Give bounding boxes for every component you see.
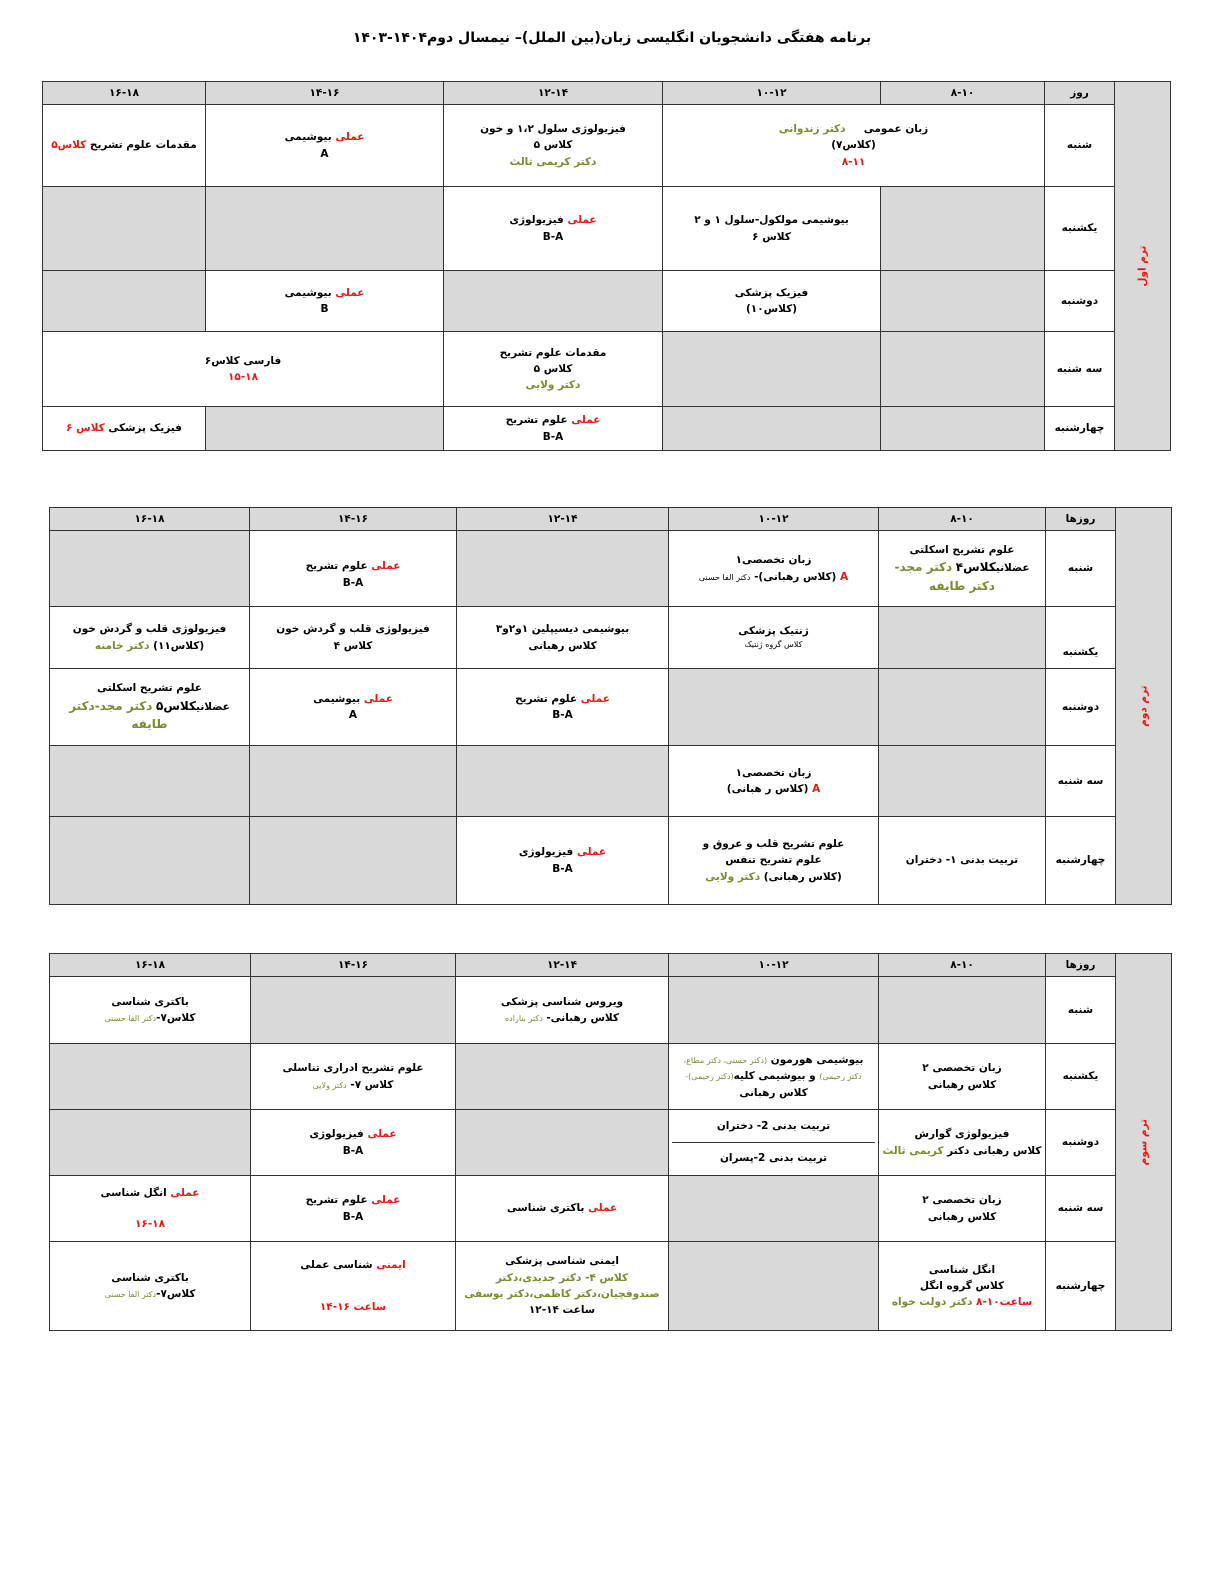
header-slot-8-10: ۸-۱۰: [881, 82, 1045, 105]
day-label: شنبه: [1046, 531, 1116, 607]
course-cell: علوم تشریح اسکلتی عضلانیکلاس۴ دکتر مجد- دکتر طایفه: [879, 531, 1046, 607]
course-cell: بیوشیمی هورمون (دکتر حسنی، دکتر مطاع، دکتر رحیمی) و بیوشیمی کلیه(دکتر رحیمی)- کلاس رهبانی: [669, 1044, 879, 1110]
empty-cell: [669, 1242, 879, 1331]
day-label: سه شنبه: [1045, 332, 1115, 407]
empty-cell: [50, 1044, 251, 1110]
header-slot-10-12: ۱۰-۱۲: [669, 508, 879, 531]
header-day: روزها: [1046, 954, 1116, 977]
course-cell: عملی فیزیولوژی B-A: [444, 187, 663, 271]
empty-cell: [881, 332, 1045, 407]
empty-cell: [50, 1110, 251, 1176]
course-cell: ایمنی شناسی عملی ساعت ۱۶-۱۴: [251, 1242, 456, 1331]
day-label: دوشنبه: [1046, 1110, 1116, 1176]
course-cell: ایمنی شناسی پزشکی کلاس ۴- دکتر جدیدی،دکتر صندوقچیان،دکتر کاظمی،دکتر یوسفی ساعت ۱۴-۱۲: [456, 1242, 669, 1331]
course-cell: فیزیولوژی سلول ۱،۲ و خون کلاس ۵ دکتر کریمی ثالث: [444, 105, 663, 187]
page-title: برنامه هفتگی دانشجویان انگلیسی زبان(بین الملل)– نیمسال دوم۱۴۰۴-۱۴۰۳: [352, 30, 872, 46]
course-cell: بیوشیمی دیسیپلین ۱و۲و۳ کلاس رهبانی: [457, 607, 669, 669]
course-cell: باکتری شناسی کلاس۷-دکتر الفا حسنی: [50, 1242, 251, 1331]
term3-label: ترم سوم: [1116, 954, 1172, 1331]
course-cell: عملی فیزیولوژی B-A: [457, 817, 669, 905]
empty-cell: [43, 187, 206, 271]
term3-schedule-table: [49, 953, 1172, 1331]
empty-cell: [456, 1110, 669, 1176]
course-cell: باکتری شناسی کلاس۷-دکتر الفا حسنی: [50, 977, 251, 1044]
header-slot-16-18: ۱۶-۱۸: [43, 82, 206, 105]
course-cell: فیزیولوژی گوارش کلاس رهبانی دکتر کریمی ثالث: [879, 1110, 1046, 1176]
empty-cell: [881, 271, 1045, 332]
course-cell: عملی علوم تشریح B-A: [457, 669, 669, 746]
header-slot-8-10: ۸-۱۰: [879, 508, 1046, 531]
empty-cell: [456, 1044, 669, 1110]
term2-label: ترم دوم: [1116, 508, 1172, 905]
course-cell: عملی فیزیولوژی B-A: [251, 1110, 456, 1176]
term2-schedule-table: [49, 507, 1172, 905]
split-course-cell: [669, 1110, 879, 1176]
empty-cell: [444, 271, 663, 332]
empty-cell: [50, 746, 250, 817]
course-cell: عملی علوم تشریح B-A: [251, 1176, 456, 1242]
empty-cell: [879, 607, 1046, 669]
course-cell: ویروس شناسی پزشکی کلاس رهبانی- دکتر بنازاده: [456, 977, 669, 1044]
header-slot-14-16: ۱۴-۱۶: [206, 82, 444, 105]
course-cell: زبان تخصصی۱ A (کلاس رهبانی)- دکتر الفا حسنی: [669, 531, 879, 607]
header-day: روزها: [1046, 508, 1116, 531]
day-label: یکشنبه: [1046, 1044, 1116, 1110]
course-cell: مقدمات علوم تشریح کلاس۵: [43, 105, 206, 187]
header-slot-8-10: ۸-۱۰: [879, 954, 1046, 977]
course-cell: عملی علوم تشریح B-A: [250, 531, 457, 607]
course-cell: فارسی کلاس۶ ۱۵-۱۸: [43, 332, 444, 407]
day-label: دوشنبه: [1045, 271, 1115, 332]
course-cell: عملی علوم تشریح B-A: [444, 407, 663, 451]
term1-label: ترم اول: [1115, 82, 1171, 451]
day-label: شنبه: [1046, 977, 1116, 1044]
empty-cell: [206, 407, 444, 451]
course-cell: زبان تخصصی ۲ کلاس رهبانی: [879, 1044, 1046, 1110]
course-cell: علوم تشریح ادراری تناسلی کلاس ۷- دکتر ولایی: [251, 1044, 456, 1110]
empty-cell: [669, 1176, 879, 1242]
empty-cell: [50, 817, 250, 905]
course-cell: عملی انگل شناسی ۱۶-۱۸: [50, 1176, 251, 1242]
day-label: چهارشنبه: [1045, 407, 1115, 451]
header-slot-12-14: ۱۲-۱۴: [457, 508, 669, 531]
course-cell: ژنتیک پزشکی کلاس گروه ژنتیک: [669, 607, 879, 669]
day-label: سه شنبه: [1046, 746, 1116, 817]
empty-cell: [663, 332, 881, 407]
empty-cell: [663, 407, 881, 451]
header-slot-10-12: ۱۰-۱۲: [663, 82, 881, 105]
course-cell: عملی بیوشیمی A: [206, 105, 444, 187]
day-label: دوشنبه: [1046, 669, 1116, 746]
header-slot-10-12: ۱۰-۱۲: [669, 954, 879, 977]
header-slot-12-14: ۱۲-۱۴: [456, 954, 669, 977]
day-label: یکشنبه: [1046, 607, 1116, 669]
empty-cell: [206, 187, 444, 271]
day-label: چهارشنبه: [1046, 817, 1116, 905]
course-cell: بیوشیمی مولکول-سلول ۱ و ۲ کلاس ۶: [663, 187, 881, 271]
header-slot-16-18: ۱۶-۱۸: [50, 508, 250, 531]
course-cell: زبان تخصصی۱ A (کلاس ر هبانی): [669, 746, 879, 817]
empty-cell: [879, 977, 1046, 1044]
header-slot-14-16: ۱۴-۱۶: [250, 508, 457, 531]
header-day: روز: [1045, 82, 1115, 105]
empty-cell: [43, 271, 206, 332]
course-pe-girls: تربیت بدنی 2- دختران: [716, 1120, 831, 1133]
day-label: یکشنبه: [1045, 187, 1115, 271]
course-cell: مقدمات علوم تشریح کلاس ۵ دکتر ولایی: [444, 332, 663, 407]
empty-cell: [669, 977, 879, 1044]
day-label: چهارشنبه: [1046, 1242, 1116, 1331]
course-cell: فیزیولوژی قلب و گردش خون (کلاس۱۱) دکتر خامنه: [50, 607, 250, 669]
course-cell: فیزیک پزشکی کلاس ۶: [43, 407, 206, 451]
empty-cell: [250, 817, 457, 905]
header-slot-16-18: ۱۶-۱۸: [50, 954, 251, 977]
empty-cell: [881, 187, 1045, 271]
empty-cell: [669, 669, 879, 746]
empty-cell: [50, 531, 250, 607]
day-label: شنبه: [1045, 105, 1115, 187]
course-cell: زبان تخصصی ۲ کلاس رهبانی: [879, 1176, 1046, 1242]
empty-cell: [250, 746, 457, 817]
empty-cell: [879, 746, 1046, 817]
course-cell: فیزیولوژی قلب و گردش خون کلاس ۴: [250, 607, 457, 669]
term1-schedule-table: [42, 81, 1171, 451]
empty-cell: [881, 407, 1045, 451]
course-cell: انگل شناسی کلاس گروه انگل ساعت۱۰-۸ دکتر دولت خواه: [879, 1242, 1046, 1331]
course-cell: عملی بیوشیمی A: [250, 669, 457, 746]
empty-cell: [457, 531, 669, 607]
course-cell: علوم تشریح اسکلتی عضلانیکلاس۵ دکتر مجد-دکتر طایفه: [50, 669, 250, 746]
course-cell: عملی باکتری شناسی: [456, 1176, 669, 1242]
empty-cell: [251, 977, 456, 1044]
empty-cell: [879, 669, 1046, 746]
empty-cell: [457, 746, 669, 817]
header-slot-12-14: ۱۲-۱۴: [444, 82, 663, 105]
course-cell: زبان عمومی دکتر زندوانی (کلاس۷) ۸-۱۱: [663, 105, 1045, 187]
course-cell: فیزیک پزشکی (کلاس۱۰): [663, 271, 881, 332]
header-slot-14-16: ۱۴-۱۶: [251, 954, 456, 977]
course-pe-boys: تربیت بدنی 2-پسران: [672, 1142, 875, 1174]
course-cell: تربیت بدنی ۱- دختران: [879, 817, 1046, 905]
day-label: سه شنبه: [1046, 1176, 1116, 1242]
course-cell: عملی بیوشیمی B: [206, 271, 444, 332]
course-cell: علوم تشریح قلب و عروق و علوم تشریح تنفس (کلاس رهبانی) دکتر ولایی: [669, 817, 879, 905]
